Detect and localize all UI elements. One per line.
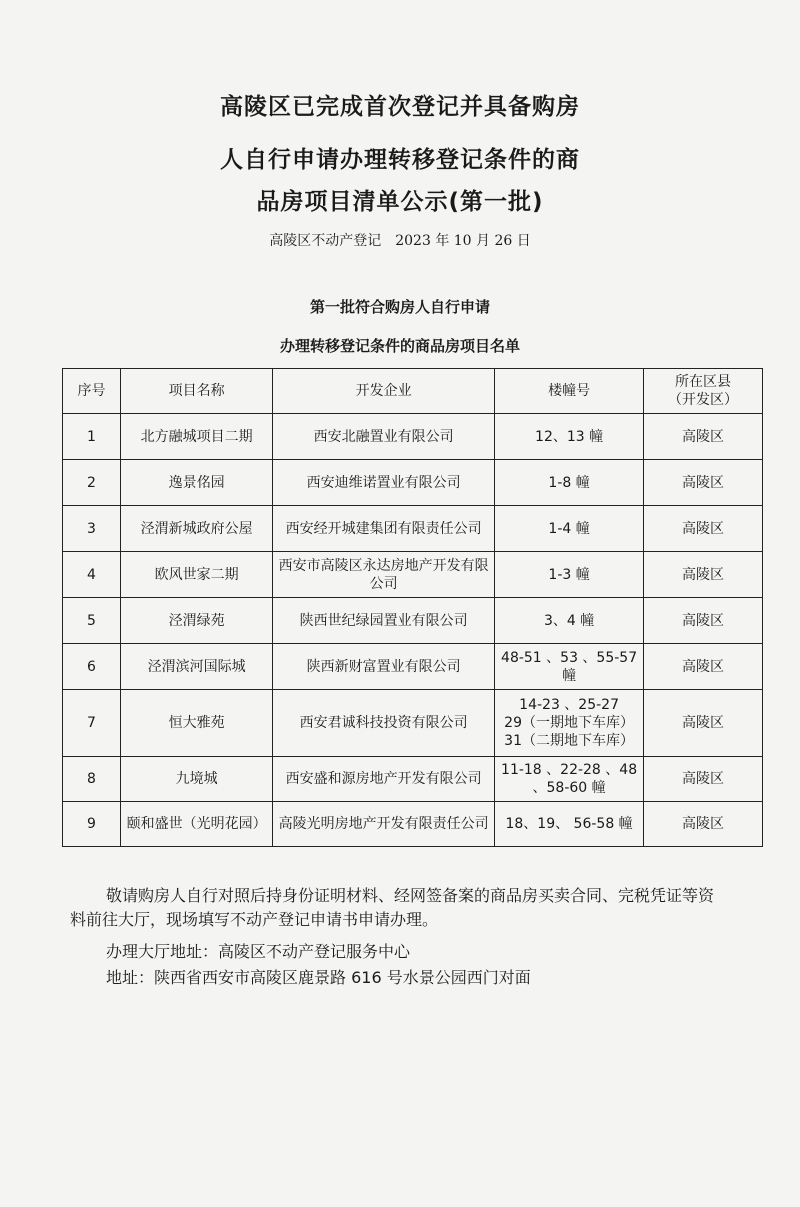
list-subtitle-line-2: 办理转移登记条件的商品房项目名单	[279, 337, 520, 355]
row-developer: 西安北融置业有限公司	[273, 414, 495, 460]
document-title-line-1: 高陵区已完成首次登记并具备购房	[220, 94, 580, 120]
row-area: 高陵区	[643, 802, 762, 847]
row-no: 5	[63, 598, 121, 644]
address-line: 地址：陕西省西安市高陵区鹿景路 616 号水景公园西门对面	[106, 968, 531, 987]
row-no: 3	[63, 506, 121, 552]
row-area: 高陵区	[643, 552, 762, 598]
row-area: 高陵区	[643, 598, 762, 644]
row-area: 高陵区	[643, 757, 762, 802]
row-buildings: 3、4 幢	[495, 598, 644, 644]
row-name: 九境城	[121, 757, 273, 802]
row-name: 北方融城项目二期	[121, 414, 273, 460]
table-row	[63, 414, 763, 460]
row-area: 高陵区	[643, 644, 762, 690]
row-developer: 西安盛和源房地产开发有限公司	[273, 757, 495, 802]
row-name: 泾渭新城政府公屋	[121, 506, 273, 552]
row-buildings: 12、13 幢	[495, 414, 644, 460]
row-developer: 西安经开城建集团有限责任公司	[273, 506, 495, 552]
table-row	[63, 460, 763, 506]
row-buildings: 48-51 、53 、55-57 幢	[495, 644, 644, 690]
row-area: 高陵区	[643, 414, 762, 460]
document-title-line-2: 人自行申请办理转移登记条件的商	[220, 147, 580, 173]
row-buildings-line-3: 31（二期地下车库）	[504, 733, 634, 749]
row-developer: 西安迪维诺置业有限公司	[273, 460, 495, 506]
header-no: 序号	[63, 369, 121, 414]
row-buildings: 1-4 幢	[495, 506, 644, 552]
table-row	[63, 690, 763, 757]
row-name: 泾渭滨河国际城	[121, 644, 273, 690]
table-row	[63, 552, 763, 598]
row-no: 1	[63, 414, 121, 460]
row-developer: 陕西新财富置业有限公司	[273, 644, 495, 690]
table-row	[63, 598, 763, 644]
row-name: 逸景佲园	[121, 460, 273, 506]
row-developer: 西安君诚科技投资有限公司	[273, 690, 495, 757]
row-buildings: 18、19、 56-58 幢	[495, 802, 644, 847]
list-subtitle-line-1: 第一批符合购房人自行申请	[309, 298, 490, 316]
row-buildings: 1-3 幢	[495, 552, 644, 598]
row-name: 欧风世家二期	[121, 552, 273, 598]
row-no: 9	[63, 802, 121, 847]
instruction-paragraph: 敬请购房人自行对照后持身份证明材料、经网签备案的商品房买卖合同、完税凭证等资料前往大厅，现场填写不动产登记申请书申请办理。	[70, 886, 715, 929]
project-table	[62, 368, 763, 847]
header-area	[643, 369, 762, 414]
header-developer: 开发企业	[273, 369, 495, 414]
row-buildings-line-2: 29（一期地下车库）	[504, 715, 634, 731]
header-name: 项目名称	[121, 369, 273, 414]
row-developer: 陕西世纪绿园置业有限公司	[273, 598, 495, 644]
row-no: 7	[63, 690, 121, 757]
row-developer: 高陵光明房地产开发有限责任公司	[273, 802, 495, 847]
row-buildings: 11-18 、22-28 、48 、58-60 幢	[495, 757, 644, 802]
row-area: 高陵区	[643, 506, 762, 552]
row-no: 8	[63, 757, 121, 802]
table-row	[63, 802, 763, 847]
row-developer: 西安市高陵区永达房地产开发有限公司	[273, 552, 495, 598]
row-area: 高陵区	[643, 460, 762, 506]
row-name: 泾渭绿苑	[121, 598, 273, 644]
row-name: 颐和盛世（光明花园）	[121, 802, 273, 847]
row-no: 6	[63, 644, 121, 690]
document-title-line-3: 品房项目清单公示(第一批)	[256, 189, 544, 215]
row-buildings: 1-8 幢	[495, 460, 644, 506]
row-no: 2	[63, 460, 121, 506]
header-area-line-2: （开发区）	[667, 392, 738, 408]
row-buildings-line-1: 14-23 、25-27	[519, 697, 619, 713]
row-name: 恒大雅苑	[121, 690, 273, 757]
row-area: 高陵区	[643, 690, 762, 757]
table-header-row	[63, 369, 763, 414]
issuer-and-date: 高陵区不动产登记 2023 年 10 月 26 日	[269, 233, 531, 249]
table-row	[63, 506, 763, 552]
row-buildings	[495, 690, 644, 757]
header-area-line-1: 所在区县	[674, 374, 731, 390]
row-no: 4	[63, 552, 121, 598]
service-hall-line: 办理大厅地址：高陵区不动产登记服务中心	[106, 942, 411, 961]
table-row	[63, 757, 763, 802]
table-row	[63, 644, 763, 690]
header-buildings: 楼幢号	[495, 369, 644, 414]
